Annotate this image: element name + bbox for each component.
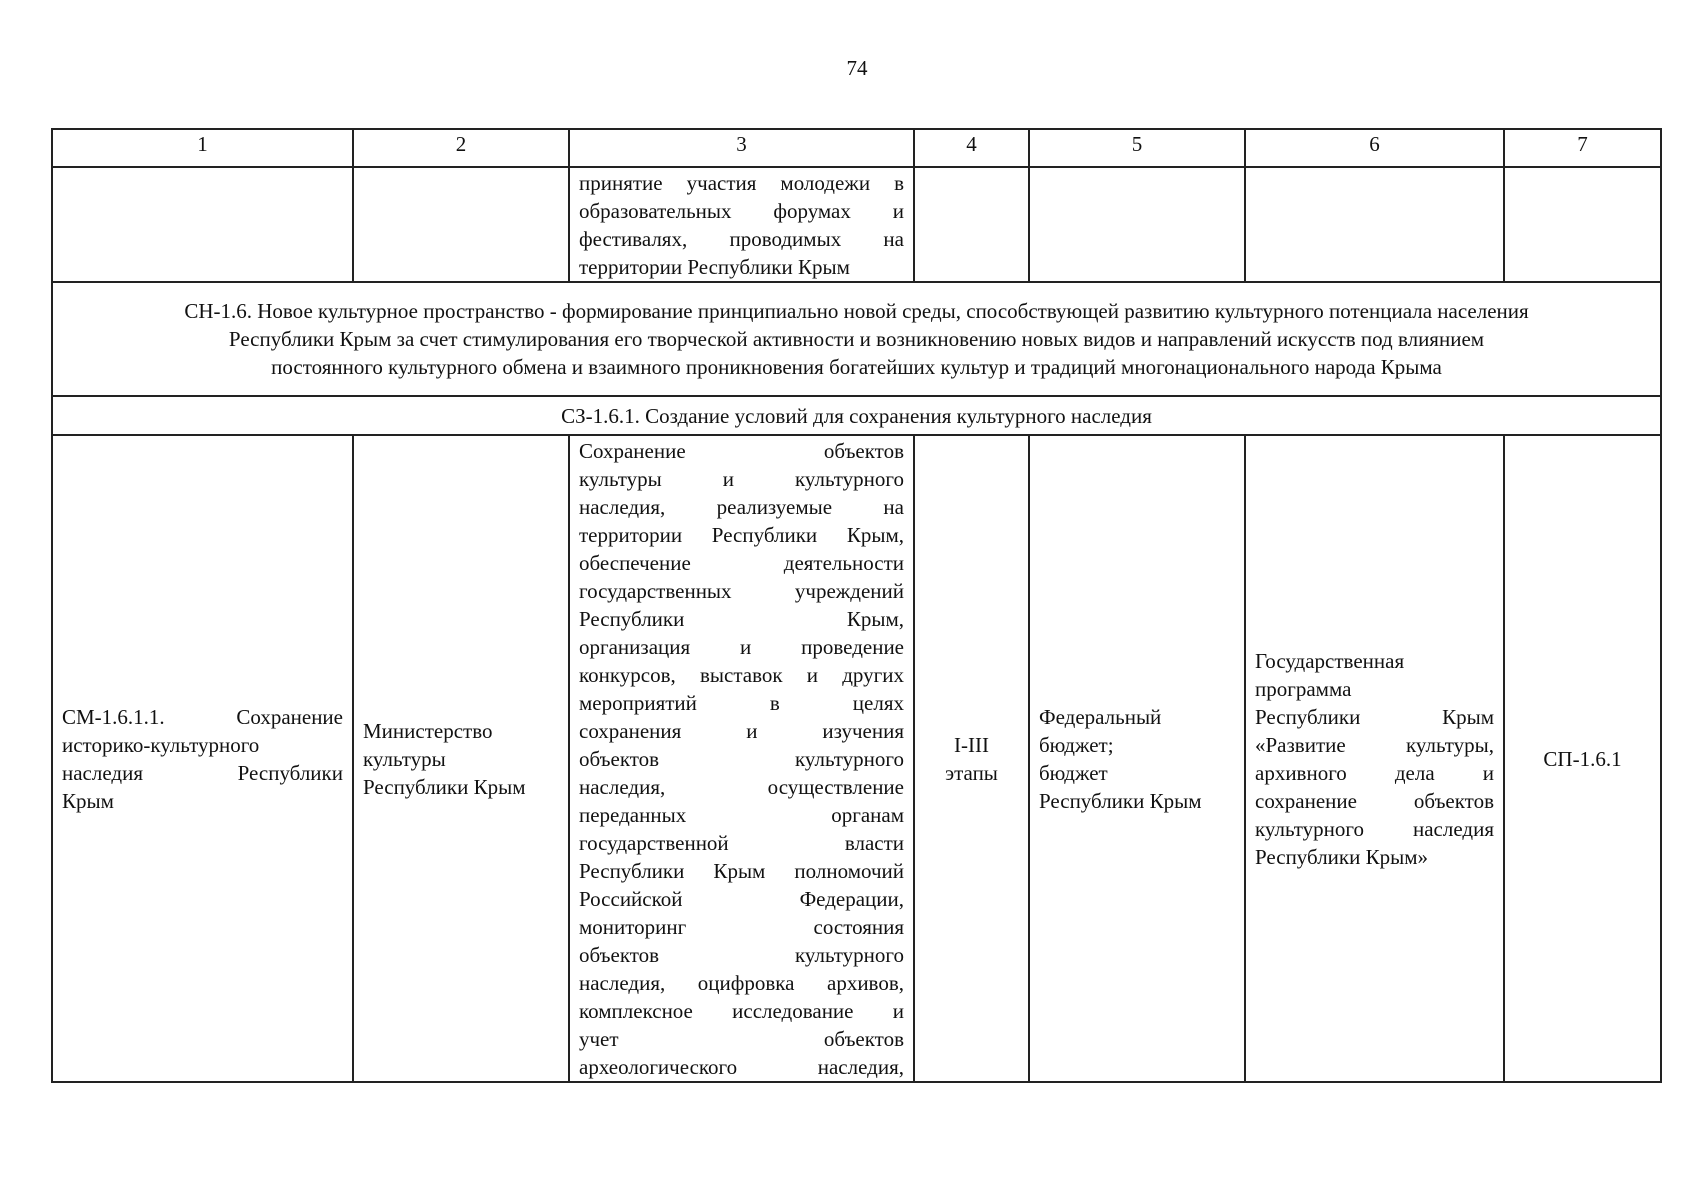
- strategic-direction-cell: [52, 282, 1661, 396]
- text-line: переданных органам: [579, 803, 904, 827]
- text-line: археологического наследия,: [579, 1055, 904, 1079]
- text-line: учет объектов: [579, 1027, 904, 1051]
- column-header-6: 6: [1245, 129, 1504, 167]
- text-line: Республики Крым: [1255, 704, 1494, 729]
- responsible-cell: [353, 435, 569, 1082]
- objective-cell: СЗ-1.6.1. Создание условий для сохранения культурного наследия: [52, 396, 1661, 435]
- text-line: комплексное исследование и: [579, 999, 904, 1023]
- continuation-cell-7: [1504, 167, 1661, 282]
- text-line: Государственная: [1255, 648, 1405, 673]
- text-line: «Развитие культуры,: [1255, 732, 1494, 757]
- text-line: Российской Федерации,: [579, 887, 904, 911]
- measure-row: [52, 435, 1661, 1082]
- text-line: организация и проведение: [579, 635, 904, 659]
- continuation-cell-2: [353, 167, 569, 282]
- text-line: обеспечение деятельности: [579, 551, 904, 575]
- text-line: наследия, оцифровка архивов,: [579, 971, 904, 995]
- column-header-5: 5: [1029, 129, 1245, 167]
- continuation-row: [52, 167, 1661, 282]
- text-line: программа: [1255, 676, 1352, 701]
- measure-name-cell: [52, 435, 353, 1082]
- text-line: образовательных форумах и: [579, 199, 904, 223]
- text-line: мероприятий в целях: [579, 691, 904, 715]
- strategic-direction-row: [52, 282, 1661, 396]
- text-line: культуры: [363, 746, 446, 771]
- text-line: культуры и культурного: [579, 467, 904, 491]
- text-line: объектов культурного: [579, 747, 904, 771]
- text-line: I-III: [954, 732, 989, 757]
- text-line: постоянного культурного обмена и взаимного проникновения богатейших культур и традиций многонационального народа Крыма: [271, 355, 1442, 379]
- text-line: Республики Крым,: [579, 607, 904, 631]
- text-line: фестивалях, проводимых на: [579, 227, 904, 251]
- text-line: принятие участия молодежи в: [579, 171, 904, 195]
- program-cell: [1245, 435, 1504, 1082]
- text-line: культурного наследия: [1255, 816, 1494, 841]
- text-line: Республики Крым: [1039, 788, 1202, 813]
- column-header-2: 2: [353, 129, 569, 167]
- stages-cell: [914, 435, 1029, 1082]
- continuation-cell-1: [52, 167, 353, 282]
- continuation-cell-4: [914, 167, 1029, 282]
- continuation-cell-3: [569, 167, 914, 282]
- text-line: историко-культурного: [62, 732, 260, 757]
- column-header-7: 7: [1504, 129, 1661, 167]
- column-header-4: 4: [914, 129, 1029, 167]
- text-line: сохранения и изучения: [579, 719, 904, 743]
- column-number-header-row: [52, 129, 1661, 167]
- page-number: 74: [846, 56, 868, 80]
- text-line: наследия Республики: [62, 760, 343, 785]
- text-line: сохранение объектов: [1255, 788, 1494, 813]
- text-line: наследия, осуществление: [579, 775, 904, 799]
- text-line: Республики Крым за счет стимулирования его творческой активности и возникновению новых видов и направлений искусств под влиянием: [228, 327, 1485, 351]
- funding-cell: [1029, 435, 1245, 1082]
- text-line: конкурсов, выставок и других: [579, 663, 904, 687]
- text-line: Республики Крым полномочий: [579, 859, 904, 883]
- text-line: объектов культурного: [579, 943, 904, 967]
- text-line: Министерство: [363, 718, 493, 743]
- text-line: государственных учреждений: [579, 579, 904, 603]
- column-header-1: 1: [52, 129, 353, 167]
- text-line: бюджет: [1039, 760, 1108, 785]
- text-line: Сохранение объектов: [579, 439, 904, 463]
- continuation-cell-6: [1245, 167, 1504, 282]
- text-line: Крым: [62, 788, 114, 813]
- text-line: наследия, реализуемые на: [579, 495, 904, 519]
- text-line: СМ-1.6.1.1. Сохранение: [62, 704, 343, 729]
- text-line: Федеральный: [1039, 704, 1162, 729]
- text-line: Республики Крым»: [1255, 844, 1429, 869]
- text-line: архивного дела и: [1255, 760, 1494, 785]
- text-line: Республики Крым: [363, 774, 526, 799]
- continuation-cell-5: [1029, 167, 1245, 282]
- target-indicator-cell: СП-1.6.1: [1504, 435, 1661, 1082]
- text-line: этапы: [945, 760, 998, 785]
- text-line: территории Республики Крым,: [579, 523, 904, 547]
- activities-cell: [569, 435, 914, 1082]
- program-table: [51, 128, 1662, 1083]
- text-line: территории Республики Крым: [579, 255, 850, 279]
- text-line: государственной власти: [579, 831, 904, 855]
- text-line: бюджет;: [1039, 732, 1114, 757]
- objective-row: [52, 396, 1661, 435]
- text-line: мониторинг состояния: [579, 915, 904, 939]
- column-header-3: 3: [569, 129, 914, 167]
- text-line: СН-1.6. Новое культурное пространство - формирование принципиально новой среды, способствующей развитию культурного потенциала населения: [184, 299, 1529, 323]
